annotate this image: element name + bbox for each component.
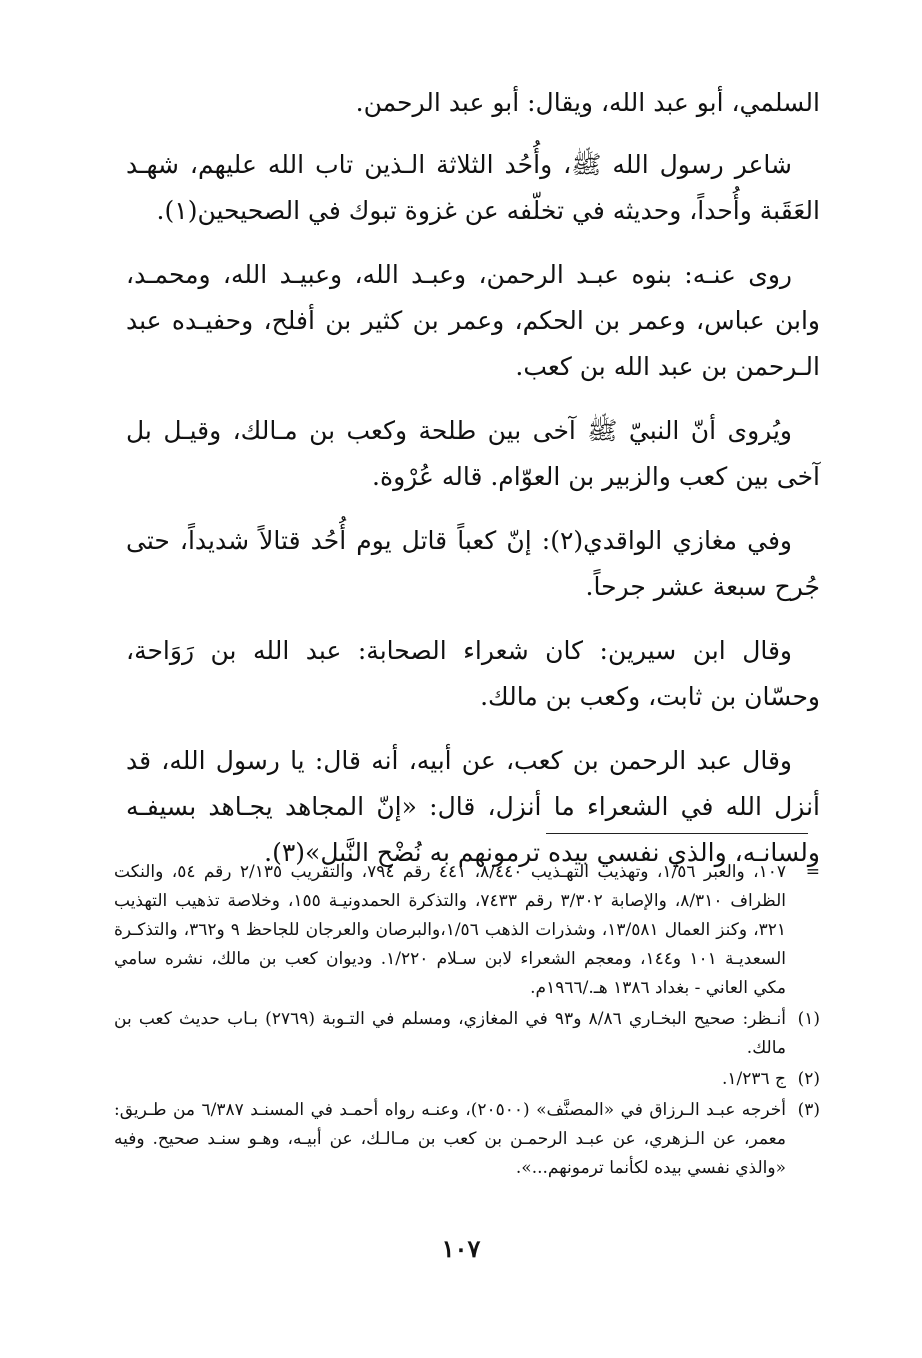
paragraph-waqidi: وفي مغازي الواقدي(٢): إنّ كعباً قاتل يوم أُحُد قتالاً شديداً، حتى جُرح سبعة عشر جرحاً.: [126, 526, 820, 601]
page-number: ١٠٧: [441, 1234, 481, 1263]
paragraph-name-line: السلمي، أبو عبد الله، ويقال: أبو عبد الرحمن.: [355, 88, 820, 117]
footnote-mark: (٢): [797, 1069, 820, 1089]
footnotes: [114, 858, 820, 1185]
footnote-text: أخرجه عبـد الـرزاق في «المصنَّف» (٢٠٥٠٠)، وعنـه رواه أحمـد في المسنـد ٦/٣٨٧ من طـريق: معمر، عن الـزهري، عن عبـد الرحمـن بن كعب بن مـالـك، عن أبيـه، وهـو سنـد صحيح. وفيه «والذي نفسي بيده لكأنما ترمونهم...».: [114, 1100, 787, 1178]
paragraph-brotherhood: ويُروى أنّ النبيّ ﷺ آخى بين طلحة وكعب بن مـالك، وقيـل بل آخى بين كعب والزبير بن العوّام. قاله عُرْوة.: [126, 416, 820, 491]
footnote-item: [114, 858, 820, 1003]
footnote-item: [114, 1065, 820, 1094]
footnote-text: ١٠٧، والعبر ١/٥٦، وتهذيب التهـذيب ٨/٤٤٠، ٤٤١ رقم ٧٩٤، والتقريب ٢/١٣٥ رقم ٥٤، والنكت الظراف ٨/٣١٠، والإصابة ٣/٣٠٢ رقم ٧٤٣٣، والتذكرة الحمدونيـة ١٥٥، وخلاصة تذهيب التهذيب ٣٢١، وكنز العمال ١٣/٥٨١، وشذرات الذهب ١/٥٦،والبرصان والعرجان للجاحظ ٩ و٣٦٢، والتذكـرة السعديـة ١٠١ و١٤٤، ومعجم الشعراء لابن سـلام ١/٢٢٠. وديوان كعب بن مالك، نشره سامي مكي العاني - بغداد ١٣٨٦ هـ./١٩٦٦م.: [114, 862, 786, 998]
paragraph-companion-description: شاعر رسول الله ﷺ، وأُحُد الثلاثة الـذين تاب الله عليهم، شهـد العَقَبة وأُحداً، وحديثه في تخلّفه عن غزوة تبوك في الصحيحين(١).: [126, 150, 820, 225]
footnote-mark: (١): [797, 1009, 820, 1029]
footnote-mark: =: [805, 862, 820, 882]
paragraph-ibn-sirin: وقال ابن سيرين: كان شعراء الصحابة: عبد الله بن رَوَاحة، وحسّان بن ثابت، وكعب بن مالك.: [126, 636, 820, 711]
footnote-item: [114, 1096, 820, 1183]
paragraph-hadith: وقال عبد الرحمن بن كعب، عن أبيه، أنه قال: يا رسول الله، قد أنزل الله في الشعراء ما أنزل، قال: «إنّ المجاهد يجـاهد بسيفـه ولسانـه، والذي نفسي بيده ترمونهم به نُضْح النَّبل»(٣).: [126, 746, 820, 867]
footnote-text: أنـظر: صحيح البخـاري ٨/٨٦ و٩٣ في المغازي، ومسلم في التـوبة (٢٧٦٩) بـاب حديث كعب بن مالك.: [114, 1009, 786, 1058]
main-text: [126, 80, 820, 876]
footnote-text: ج ١/٢٣٦.: [721, 1069, 786, 1089]
footnote-item: [114, 1005, 820, 1063]
footnote-mark: (٣): [797, 1100, 820, 1120]
paragraph-narrators: روى عنـه: بنوه عبـد الرحمن، وعبـد الله، وعبيـد الله، ومحمـد، وابن عباس، وعمر بن الحكم، وعمر بن كثير بن أفلح، وحفيـده عبد الـرحمن بن عبد الله بن كعب.: [126, 260, 820, 381]
footnote-separator: [546, 833, 808, 834]
